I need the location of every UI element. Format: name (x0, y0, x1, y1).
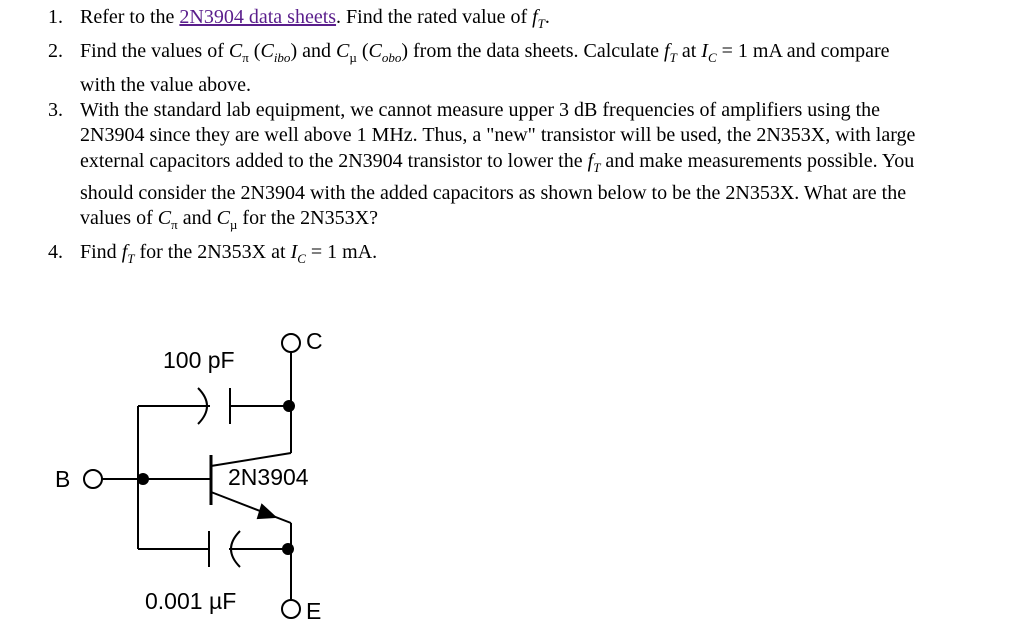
cpi-subscript: π (171, 217, 178, 232)
fT-subscript: T (669, 50, 677, 65)
cpi-subscript: π (242, 50, 249, 65)
q3-line3-a: external capacitors added to the 2N3904 transistor to lower the (80, 150, 588, 172)
q1-post: . Find the rated value of (336, 6, 533, 28)
q4-text-3: = 1 mA. (305, 241, 378, 263)
emitter-terminal (282, 600, 300, 618)
q2-text-2: ) from the data sheets. Calculate (401, 40, 665, 62)
ic-symbol: I (701, 40, 708, 62)
base-label: B (55, 466, 71, 492)
cpi-symbol: C (157, 207, 172, 229)
q3-line2: 2N3904 since they are well above 1 MHz. Thus, a "new" transistor will be used, the 2N353X, with large (80, 124, 916, 146)
ic-subscript: C (297, 251, 306, 266)
fT-symbol: f (664, 40, 670, 62)
cmu-symbol: C (216, 207, 230, 229)
q4-number: 4. (48, 241, 63, 263)
fT-subscript: T (127, 251, 135, 266)
q3-number: 3. (48, 99, 63, 121)
q2-line2: with the value above. (80, 74, 252, 96)
q1-end: . (544, 6, 550, 28)
cmu-subscript: µ (349, 50, 357, 65)
q2-text-3: = 1 mA and compare (716, 40, 890, 62)
collector-label: C (306, 328, 323, 354)
q3-line3-b: and make measurements possible. You (600, 150, 915, 172)
cap-bottom-label: 0.001 µF (145, 588, 237, 614)
q2-paren-open-2: ( (356, 40, 369, 62)
fT-symbol: f (587, 150, 594, 172)
q1-pre: Refer to the (80, 6, 180, 28)
q3-line5-c: for the 2N353X? (237, 207, 378, 229)
ic-symbol: I (290, 241, 298, 263)
cobo-subscript: obo (381, 50, 402, 65)
q2-number: 2. (48, 40, 63, 62)
base-terminal (84, 470, 102, 488)
transistor-emitter-lead (211, 492, 291, 523)
fT-symbol: f (532, 6, 538, 28)
q2-and: ) and (290, 40, 336, 62)
q3-line4: should consider the 2N3904 with the added capacitors as shown below to be the 2N353X. What are the (80, 182, 907, 204)
q1-number: 1. (48, 6, 63, 28)
cobo-symbol: C (368, 40, 382, 62)
ic-subscript: C (707, 50, 717, 65)
q2-at: at (676, 40, 702, 62)
datasheet-link[interactable]: 2N3904 data sheets (179, 6, 337, 28)
collector-terminal (282, 334, 300, 352)
cibo-symbol: C (260, 40, 274, 62)
fT-subscript: T (593, 160, 601, 175)
q2-text-1: Find the values of (80, 40, 229, 62)
q4-text-2: for the 2N353X at (134, 241, 291, 263)
fT-symbol: f (121, 241, 128, 263)
base-node (137, 473, 149, 485)
q2-paren-open: ( (248, 40, 261, 62)
q3-line1: With the standard lab equipment, we cannot measure upper 3 dB frequencies of amplifiers using the (80, 99, 881, 121)
q3-line5-b: and (177, 207, 217, 229)
transistor-label: 2N3904 (228, 464, 309, 490)
cpi-symbol: C (228, 40, 243, 62)
fT-subscript: T (537, 16, 545, 31)
cap-top-label: 100 pF (163, 347, 235, 373)
cmu-subscript: µ (229, 217, 238, 232)
q3-line5-a: values of (80, 207, 158, 229)
emitter-label: E (306, 598, 322, 624)
emitter-arrow-icon (258, 505, 275, 518)
q4-text-1: Find (80, 241, 122, 263)
cmu-symbol: C (335, 40, 350, 62)
cibo-subscript: ibo (273, 50, 291, 65)
